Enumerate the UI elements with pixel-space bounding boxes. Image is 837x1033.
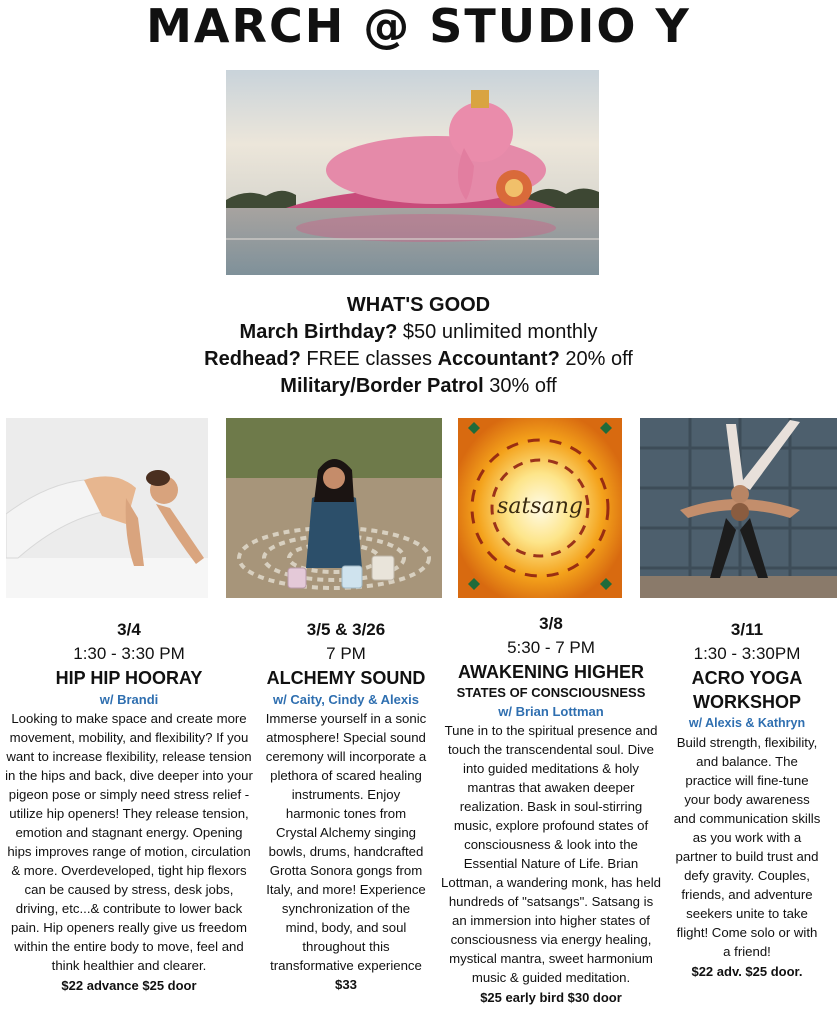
event-hip-hip-hooray bbox=[4, 618, 254, 995]
event-photo-sound-bowls bbox=[226, 418, 442, 598]
event-price: $22 adv. $25 door. bbox=[691, 964, 803, 979]
event-time: 1:30 - 3:30 PM bbox=[73, 644, 185, 663]
hero-image bbox=[226, 70, 599, 275]
event-description: Tune in to the spiritual presence and touch the transcendental soul. Dive into guided meditations & holy mantras that awaken deeper realization. Bask in soul-stirring music, explore profound states of consciousness & look into the Essential Nature of Life. Brian Lottman, a wandering monk, has held hundreds of "satsangs". Satsang is an immersion into higher states of consciousness via energy healing, mystical mantra, sweet harmonium music & guided meditation. bbox=[441, 723, 661, 985]
whats-good-section bbox=[0, 292, 837, 400]
event-date: 3/4 bbox=[117, 620, 141, 639]
event-instructor: w/ Brandi bbox=[99, 692, 159, 707]
event-acro-yoga-workshop bbox=[672, 618, 822, 981]
event-alchemy-sound bbox=[264, 618, 428, 994]
page-title: MARCH @ STUDIO Y bbox=[146, 0, 691, 53]
event-title-line2: WORKSHOP bbox=[693, 692, 801, 712]
event-time: 7 PM bbox=[326, 644, 366, 663]
event-date: 3/8 bbox=[539, 614, 563, 633]
event-price: $33 bbox=[334, 977, 357, 992]
event-price: $22 advance $25 door bbox=[61, 978, 197, 993]
promo-line-military: Military/Border Patrol 30% off bbox=[280, 375, 557, 397]
event-photo-acro-yoga bbox=[640, 418, 837, 598]
event-time: 5:30 - 7 PM bbox=[507, 638, 595, 657]
event-awakening-higher bbox=[440, 612, 662, 1007]
event-photo-satsang bbox=[458, 418, 622, 598]
event-subtitle: STATES OF CONSCIOUSNESS bbox=[456, 685, 646, 700]
promo-line-birthday: March Birthday? $50 unlimited monthly bbox=[239, 321, 598, 343]
event-time: 1:30 - 3:30PM bbox=[693, 644, 801, 663]
satsang-image-text: satsang bbox=[497, 494, 583, 519]
whats-good-heading: WHAT'S GOOD bbox=[346, 294, 491, 316]
event-date: 3/11 bbox=[730, 620, 764, 639]
event-photo-hip-yoga bbox=[6, 418, 208, 598]
event-instructor: w/ Alexis & Kathryn bbox=[688, 716, 806, 730]
event-description: Build strength, flexibility, and balance. The practice will fine-tune your body awareness and communication skills as you work with a partner to build trust and defy gravity. Couples, friends, and adventure seekers unite to take flight! Come solo or with a friend! bbox=[673, 735, 821, 959]
event-title: ALCHEMY SOUND bbox=[266, 668, 426, 688]
promo-line-redhead-accountant: Redhead? FREE classes Accountant? 20% off bbox=[204, 348, 633, 370]
event-instructor: w/ Brian Lottman bbox=[498, 704, 604, 719]
event-title: ACRO YOGA bbox=[691, 668, 803, 688]
event-description: Immerse yourself in a sonic atmosphere! Special sound ceremony will incorporate a plethora of scared healing instruments. Enjoy harmonic tones from Crystal Alchemy singing bowls, drums, handcrafted Grotta Sonora gongs from Italy, and more! Experience synchronization of the mind, body, and soul throughout this transformative experience $33 bbox=[265, 711, 427, 992]
event-instructor: w/ Caity, Cindy & Alexis bbox=[273, 692, 419, 707]
event-price: $25 early bird $30 door bbox=[480, 990, 622, 1005]
event-description: Looking to make space and create more movement, mobility, and flexibility? If you want to increase flexibility, release tension in the hips and back, dive deeper into your pigeon pose or simply need stress relief - utilize hip openers! They release tension, emotion and stagnant energy. Opening hips improves range of motion, circulation & more. Overdeveloped, tight hip flexors can be caused by stress, desk jobs, driving, etc...& contribute to lower back pain. Hip openers really give us freedom within the entire body to move, feel and think healthier and clearer. bbox=[5, 711, 253, 973]
event-date: 3/5 & 3/26 bbox=[306, 620, 386, 639]
event-title: HIP HIP HOORAY bbox=[55, 668, 203, 688]
event-title: AWAKENING HIGHER bbox=[457, 662, 644, 682]
